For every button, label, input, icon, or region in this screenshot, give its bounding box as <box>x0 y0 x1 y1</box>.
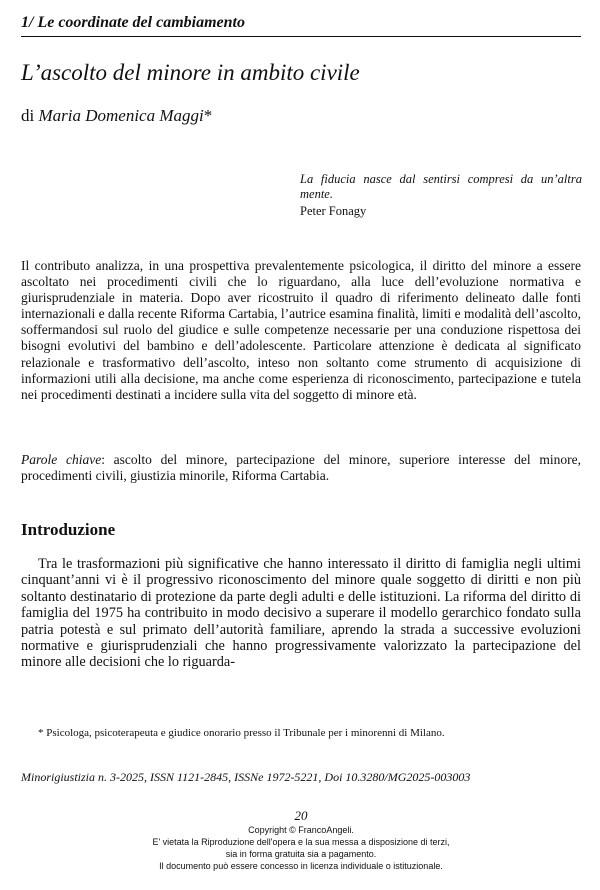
copyright-notice <box>21 824 581 872</box>
copyright-line: Il documento può essere concesso in licenza individuale o istituzionale. <box>159 861 443 871</box>
article-title: L’ascolto del minore in ambito civile <box>21 60 360 85</box>
keywords <box>21 452 581 484</box>
copyright-line: E' vietata la Riproduzione dell'opera e la sua messa a disposizione di terzi, <box>152 837 450 847</box>
introduction-body: Tra le trasformazioni più significative che hanno interessato il diritto di famiglia negli ultimi cinquant’anni vi è il progressivo riconoscimento del minore quale soggetto di diritti e non più soltanto destinatario di protezione da parte degli adulti e delle istituzioni. La riforma del diritto di famiglia del 1975 ha contribuito in modo decisivo a superare il modello gerarchico fondato sulla patria potestà e sul primato dell’autorità familiare, aprendo la strada a successive evoluzioni normative e giurisprudenziali che hanno progressivamente valorizzato la partecipazione del minore alle decisioni che lo riguarda- <box>21 556 581 671</box>
keywords-label: Parole chiave <box>21 452 102 467</box>
journal-citation: Minorigiustizia n. 3-2025, ISSN 1121-2845, ISSNe 1972-5221, Doi 10.3280/MG2025-003003 <box>21 770 471 784</box>
copyright-line: sia in forma gratuita sia a pagamento. <box>225 849 377 859</box>
author-line <box>21 106 212 126</box>
epigraph-quote: La fiducia nasce dal sentirsi compresi da un’altra mente. <box>300 172 582 201</box>
author-footnote-mark: * <box>203 106 213 125</box>
keywords-text: : ascolto del minore, partecipazione del minore, superiore interesse del minore, procedimenti civili, giustizia minorile, Riforma Cartabia. <box>21 452 581 484</box>
epigraph-source: Peter Fonagy <box>300 204 367 218</box>
footnote: * Psicologa, psicoterapeuta e giudice onorario presso il Tribunale per i minorenni di Milano. <box>38 727 445 739</box>
author-prefix: di <box>21 106 39 125</box>
abstract: Il contributo analizza, in una prospettiva prevalentemente psicologica, il diritto del minore a essere ascoltato nei procedimenti civili che lo riguardano, alla luce dell’evoluzione normativa e giurisprudenziale in materia. Dopo aver ricostruito il quadro di riferimento delineato dalle fonti internazionali e dalla recente Riforma Cartabia, l’autrice esamina finalità, limiti e modalità dell’ascolto, soffermandosi sul ruolo del giudice e sulle competenze necessarie per una conduzione rispettosa dei bisogni evolutivi del bambino e dell’adolescente. Particolare attenzione è dedicata al significato relazionale e trasformativo dell’ascolto, inteso non soltanto come strumento di acquisizione di informazioni utili alla decisione, ma anche come esperienza di riconoscimento, partecipazione e tutela nei procedimenti destinati a incidere sulla vita del soggetto di minore età. <box>21 258 581 402</box>
epigraph <box>300 172 582 219</box>
author-name: Maria Domenica Maggi <box>38 106 204 125</box>
page-number: 20 <box>294 808 308 823</box>
copyright-line: Copyright © FrancoAngeli. <box>248 825 354 835</box>
introduction-heading: Introduzione <box>21 520 116 539</box>
section-header: 1/ Le coordinate del cambiamento <box>21 14 581 37</box>
